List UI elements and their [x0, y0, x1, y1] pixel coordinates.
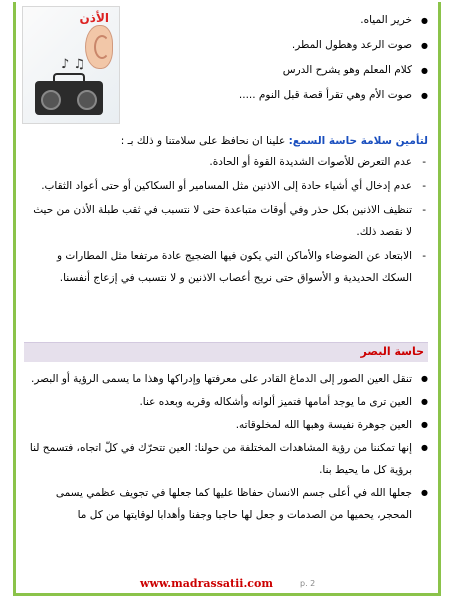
ear-icon	[85, 25, 113, 69]
sight-section-header	[24, 342, 428, 362]
hearing-safety-section	[24, 131, 428, 291]
list-item: ● صوت الأم وهي تقرأ قصة قبل النوم .....	[128, 83, 428, 108]
list-item: - تنظيف الاذنين بكل حذر وفي أوقات متباعدة حتى لا نتسبب في ثقب طبلة الأذن من حيث لا نقصد ذلك.	[24, 199, 428, 243]
hearing-safety-intro: علينا ان نحافظ على سلامتنا و ذلك بـ :	[120, 135, 289, 147]
page-footer	[0, 576, 450, 594]
list-item: ● كلام المعلم وهو يشرح الدرس	[128, 58, 428, 83]
list-item: - الابتعاد عن الضوضاء والأماكن التي يكون فيها الضجيج عادة مرتفعا مثل المطارات و السكك الحديدية و الأسواق حتى نريح أعصاب الاذنين و لا نتسبب في إزعاج أنفسنا.	[24, 245, 428, 289]
list-item: ● إنها تمكننا من رؤية المشاهدات المختلفة من حولنا: العين تتحرّك في كلّ اتجاه، فتسمح لنا برؤية كل ما يحيط بنا.	[24, 437, 428, 481]
sound-examples-list	[128, 8, 428, 108]
illustration-label: الأذن	[79, 11, 109, 25]
sight-section-title: حاسة البصر	[360, 345, 424, 358]
list-item: ● صوت الرعد وهطول المطر.	[128, 33, 428, 58]
music-notes-icon: ♪ ♫	[61, 57, 86, 72]
hearing-safety-title: لتأمين سلامة حاسة السمع:	[288, 135, 428, 147]
list-item: - عدم إدخال أي أشياء حادة إلى الاذنين مثل المسامير أو السكاكين أو حتى أعواد الثقاب.	[24, 175, 428, 197]
page-number: p. 2	[300, 579, 316, 588]
sight-list	[24, 368, 428, 527]
radio-icon	[35, 81, 103, 115]
list-item: ● العين ترى ما يوجد أمامها فتميز ألوانه وأشكاله وقربه وبعده عنا.	[24, 391, 428, 413]
ear-radio-illustration	[22, 6, 120, 124]
website-link[interactable]: www.madrassatii.com	[140, 577, 273, 590]
list-item: ● جعلها الله في أعلى جسم الانسان حفاظا عليها كما جعلها في تجويف عظمي يسمى المحجر، يحميها من الصدمات و جعل لها حاجبا وجفنا وأهدابا لوقايتها من كل ما	[24, 482, 428, 526]
list-item: ● خرير المياه.	[128, 8, 428, 33]
list-item: - عدم التعرض للأصوات الشديدة القوة أو الحادة.	[24, 151, 428, 173]
hearing-safety-heading	[24, 131, 428, 151]
list-item: ● تنقل العين الصور إلى الدماغ القادر على معرفتها وإدراكها وهذا ما يسمى الرؤية أو البصر.	[24, 368, 428, 390]
hearing-safety-list	[24, 151, 428, 289]
list-item: ● العين جوهرة نفيسة وهبها الله لمخلوقاته.	[24, 414, 428, 436]
